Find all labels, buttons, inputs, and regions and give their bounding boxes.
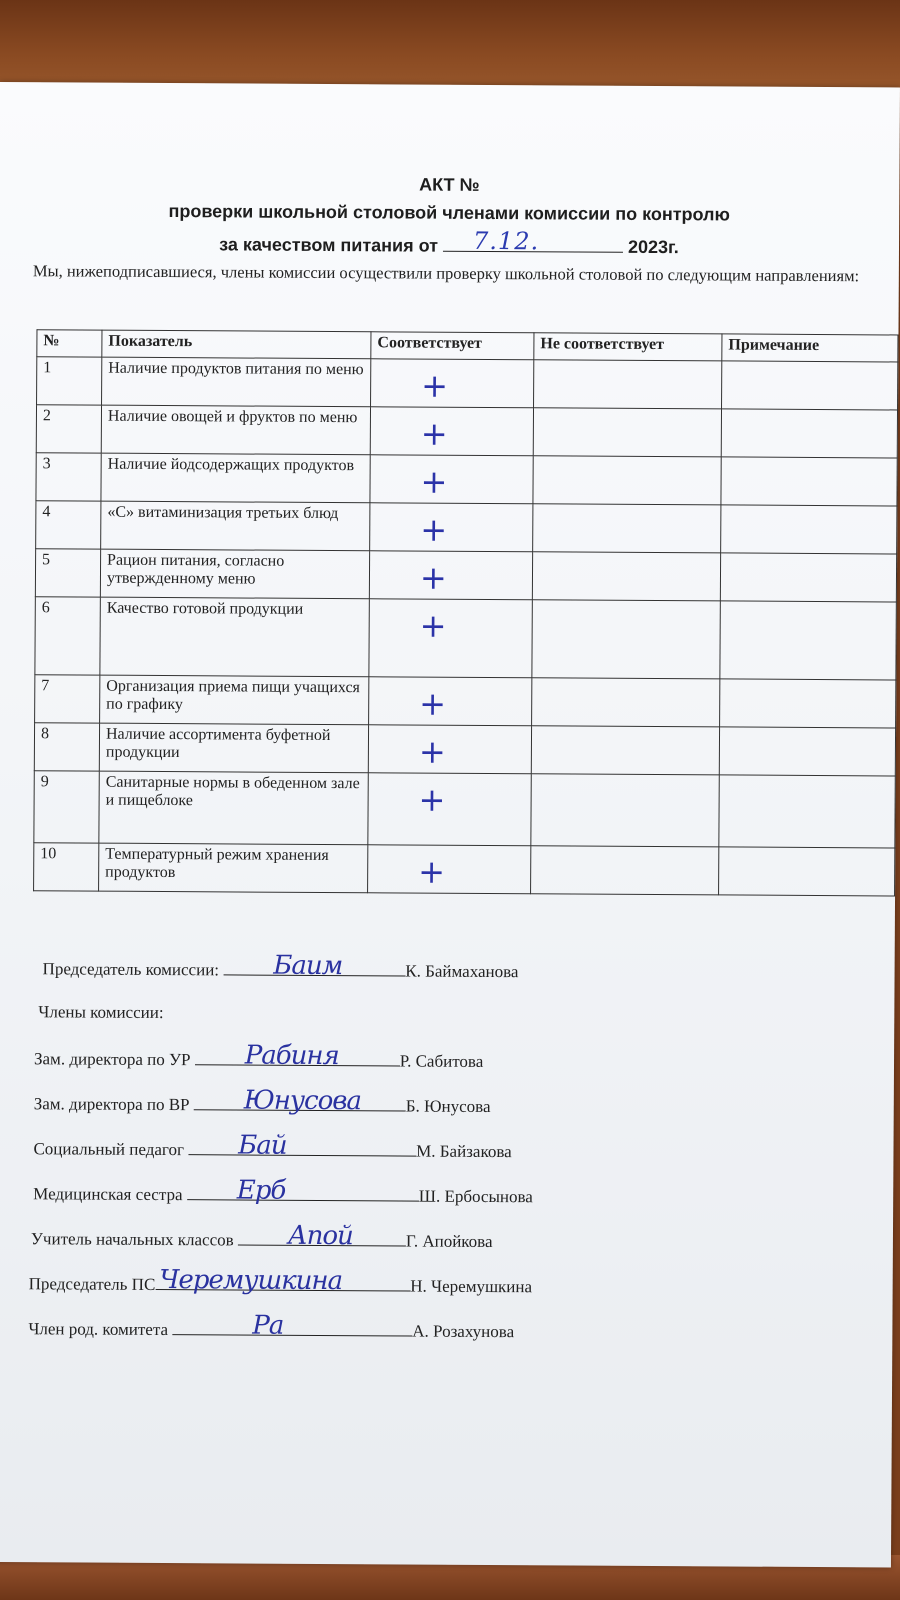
- act-title: АКТ №: [419, 174, 480, 195]
- member-signature-row: [33, 1085, 491, 1117]
- handwritten-plus-mark: +: [421, 366, 449, 405]
- date-prefix: за качеством питания от: [219, 234, 439, 256]
- member-name: Р. Сабитова: [399, 1051, 484, 1071]
- row-indicator: Санитарные нормы в обеденном зале и пищеблоке: [99, 771, 368, 845]
- handwritten-plus-mark: +: [418, 852, 446, 891]
- handwritten-signature: Бай: [238, 1130, 287, 1161]
- signature-line: [238, 1220, 406, 1252]
- row-number: 6: [35, 597, 100, 675]
- row-indicator: Наличие овощей и фруктов по меню: [101, 405, 370, 455]
- signature-line: [194, 1085, 406, 1117]
- header-noncompliant: Не соответствует: [534, 333, 722, 361]
- row-indicator: Рацион питания, согласно утвержденному меню: [100, 549, 369, 599]
- member-role: Зам. директора по ВР: [33, 1094, 190, 1115]
- handwritten-plus-mark: +: [419, 684, 447, 723]
- handwritten-signature: Апой: [287, 1220, 353, 1252]
- member-name: Б. Юнусова: [405, 1096, 491, 1117]
- handwritten-plus-mark: +: [420, 462, 448, 501]
- handwritten-plus-mark: +: [420, 414, 448, 453]
- handwritten-signature: Черемушкина: [159, 1264, 343, 1297]
- chair-signature-row: [42, 950, 519, 982]
- members-label: Члены комиссии:: [38, 1002, 164, 1023]
- signature-line: [223, 950, 405, 982]
- member-role: Учитель начальных классов: [30, 1229, 234, 1250]
- member-role: Социальный педагог: [33, 1139, 185, 1160]
- member-role: Зам. директора по УР: [33, 1049, 191, 1070]
- row-number: 8: [34, 723, 99, 771]
- row-indicator: Наличие йодсодержащих продуктов: [101, 453, 370, 503]
- handwritten-signature: Юнусова: [243, 1085, 362, 1117]
- member-name: М. Байзакова: [416, 1141, 512, 1162]
- row-number: 9: [34, 771, 99, 843]
- document-sheet: [0, 82, 900, 1567]
- member-role: Член род. комитета: [28, 1319, 169, 1340]
- member-signature-row: [28, 1264, 533, 1297]
- header-compliant: Соответствует: [371, 332, 534, 360]
- header-indicator: Показатель: [102, 330, 371, 359]
- signature-line: [187, 1175, 419, 1206]
- member-signature-row: [30, 1220, 493, 1252]
- row-indicator: Наличие ассортимента буфетной продукции: [99, 723, 368, 773]
- handwritten-signature: Ра: [252, 1310, 284, 1341]
- handwritten-plus-mark: +: [418, 732, 446, 771]
- intro-paragraph: Мы, нижеподписавшиеся, члены комиссии осуществили проверку школьной столовой по следующим направлениям:: [32, 261, 860, 286]
- member-signature-row: [33, 1175, 533, 1207]
- row-number: 2: [36, 405, 101, 453]
- row-indicator: «С» витаминизация третьих блюд: [101, 501, 370, 551]
- signature-line: [155, 1264, 410, 1297]
- row-number: 10: [34, 843, 99, 891]
- header-note: Примечание: [722, 334, 898, 362]
- date-suffix: 2023г.: [627, 236, 679, 258]
- member-name: А. Розахунова: [412, 1321, 515, 1342]
- signature-line: [188, 1130, 416, 1161]
- row-number: 3: [36, 453, 101, 501]
- handwritten-plus-mark: +: [420, 510, 448, 549]
- chair-name: К. Баймаханова: [405, 961, 519, 982]
- signature-line: [195, 1040, 400, 1072]
- chair-label: Председатель комиссии:: [42, 959, 220, 980]
- member-role: Медицинская сестра: [33, 1184, 183, 1205]
- signature-section: [0, 82, 900, 1567]
- act-subtitle: проверки школьной столовой членами комиссии по контролю: [168, 201, 730, 225]
- handwritten-plus-mark: +: [419, 606, 447, 645]
- row-number: 4: [36, 501, 101, 549]
- member-name: Г. Апойкова: [405, 1231, 493, 1252]
- row-number: 1: [37, 357, 102, 405]
- header-number: №: [37, 330, 102, 357]
- row-indicator: Качество готовой продукции: [100, 597, 369, 677]
- handwritten-signature: Рабиня: [244, 1040, 339, 1072]
- signature-line: [172, 1310, 412, 1341]
- member-name: Н. Черемушкина: [410, 1276, 533, 1297]
- handwritten-plus-mark: +: [418, 780, 446, 819]
- row-indicator: Организация приема пищи учащихся по графику: [100, 675, 369, 725]
- member-name: Ш. Ербосынова: [418, 1186, 533, 1207]
- handwritten-signature: Баим: [273, 950, 343, 982]
- member-signature-row: [33, 1040, 484, 1072]
- handwritten-plus-mark: +: [419, 558, 447, 597]
- member-signature-row: [28, 1310, 515, 1342]
- member-role: Председатель ПС: [28, 1274, 156, 1294]
- member-signature-row: [33, 1130, 512, 1162]
- row-indicator: Наличие продуктов питания по меню: [102, 357, 371, 407]
- members-heading: [38, 1002, 163, 1023]
- handwritten-date: 7.12.: [472, 226, 540, 256]
- row-number: 5: [35, 549, 100, 597]
- row-indicator: Температурный режим хранения продуктов: [99, 843, 368, 893]
- row-number: 7: [35, 675, 100, 723]
- handwritten-signature: Ерб: [236, 1175, 286, 1206]
